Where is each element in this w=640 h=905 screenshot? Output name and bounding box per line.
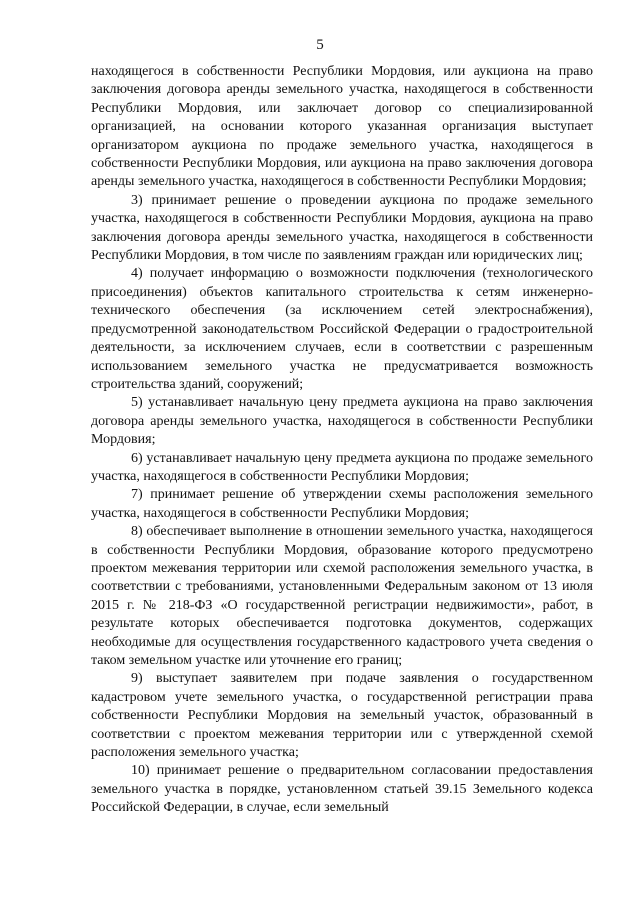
paragraph-item-9: 9) выступает заявителем при подаче заявления о государственном кадастровом учете земельного участка, о государственной регистрации права собственности Республики Мордовия на земельный участок, образованный в соответствии с проектом межевания территории или с утвержденной схемой расположения земельного участка; xyxy=(91,671,593,761)
paragraph-item-6: 6) устанавливает начальную цену предмета аукциона по продаже земельного участка, находящегося в собственности Республики Мордовия; xyxy=(91,450,593,484)
paragraph-item-7: 7) принимает решение об утверждении схемы расположения земельного участка, находящегося в собственности Республики Мордовия; xyxy=(91,487,593,521)
paragraph-item-10: 10) принимает решение о предварительном согласовании предоставления земельного участка в порядке, установленном статьей 39.15 Земельного кодекса Российской Федерации, в случае, если земельный xyxy=(91,763,593,816)
page-number: 5 xyxy=(316,37,324,53)
paragraph-item-3: 3) принимает решение о проведении аукциона по продаже земельного участка, находящегося в собственности Республики Мордовия, аукциона на право заключения договора аренды земельного участка, находящегося в собственности Республики Мордовия, в том числе по заявлениям граждан или юридических лиц; xyxy=(91,192,593,264)
paragraph-continuation: находящегося в собственности Республики Мордовия, или аукциона на право заключения договора аренды земельного участка, находящегося в собственности Республики Мордовия, или заключает договор со специализированной организацией, на основании которого указанная организация выступает организатором аукциона по продаже земельного участка, находящегося в собственности Республики Мордовия, или аукциона на право заключения договора аренды земельного участка, находящегося в собственности Республики Мордовия; xyxy=(91,64,593,190)
document-body xyxy=(91,63,593,818)
paragraph-item-4: 4) получает информацию о возможности подключения (технологического присоединения) объектов капитального строительства к сетям инженерно-технического обеспечения (за исключением сетей электроснабжения), предусмотренной законодательством Российской Федерации о градостроительной деятельности, за исключением случаев, если в соответствии с разрешенным использованием земельного участка не предусматривается возможность строительства зданий, сооружений; xyxy=(91,266,593,392)
paragraph-item-5: 5) устанавливает начальную цену предмета аукциона на право заключения договора аренды земельного участка, находящегося в собственности Республики Мордовия; xyxy=(91,395,593,448)
paragraph-item-8: 8) обеспечивает выполнение в отношении земельного участка, находящегося в собственности Республики Мордовия, образование которого предусмотрено проектом межевания территории или схемой расположения земельного участка, в соответствии с требованиями, установленными Федеральным законом от 13 июля 2015 г. № 218-ФЗ «О государственной регистрации недвижимости», работ, в результате которых обеспечивается подготовка документов, содержащих необходимые для осуществления государственного кадастрового учета сведения о таком земельном участке или уточнение его границ; xyxy=(91,524,593,668)
